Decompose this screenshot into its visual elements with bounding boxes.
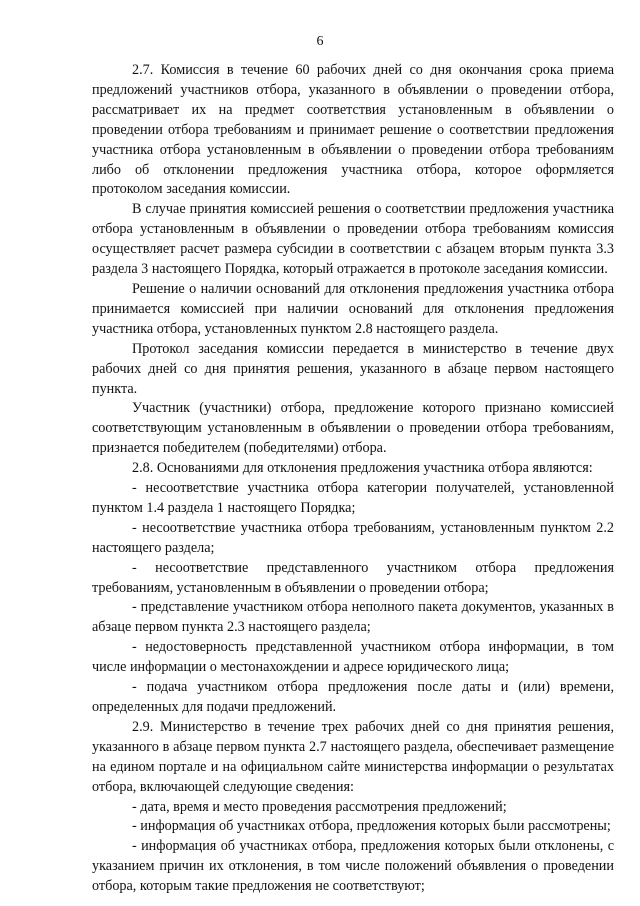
paragraph-2-8: 2.8. Основаниями для отклонения предложения участника отбора являются: <box>132 460 593 477</box>
list-item-proposal-mismatch: - несоответствие представленного участником отбора предложения требованиям, установленным в объявлении о проведении отбора; <box>92 559 614 596</box>
list-item-requirements: - несоответствие участника отбора требованиям, установленным пунктом 2.2 настоящего раздела; <box>92 519 614 556</box>
list-item-rejected-participants: - информация об участниках отбора, предложения которых были отклонены, с указанием причин их отклонения, в том числе положений объявления о проведении отбора, которым такие предложения не соответствуют; <box>92 838 614 895</box>
document-body <box>92 61 614 897</box>
paragraph-2-7: 2.7. Комиссия в течение 60 рабочих дней со дня окончания срока приема предложений участников отбора, указанного в объявлении о проведении отбора, рассматривает их на предмет соответствия установленным в объявлении о проведении отбора требованиям и принимает решение о соответствии предложения участника отбора установленным в объявлении о проведении отбора требованиям либо об отклонении предложения участника отбора, которое оформляется протоколом заседания комиссии. <box>92 62 614 198</box>
paragraph-2-9: 2.9. Министерство в течение трех рабочих дней со дня принятия решения, указанного в абзаце первом пункта 2.7 настоящего раздела, обеспечивает размещение на едином портале и на официальном сайте министерства информации о результатах отбора, включающей следующие сведения: <box>92 718 614 795</box>
paragraph-protocol-transfer: Протокол заседания комиссии передается в министерство в течение двух рабочих дней со дня принятия решения, указанного в абзаце первом настоящего пункта. <box>92 340 614 397</box>
paragraph-rejection-decision: Решение о наличии оснований для отклонения предложения участника отбора принимается комиссией при наличии оснований для отклонения предложения участника отбора, установленных пунктом 2.8 настоящего раздела. <box>92 280 614 337</box>
list-item-category: - несоответствие участника отбора категории получателей, установленной пунктом 1.4 раздела 1 настоящего Порядка; <box>92 480 614 516</box>
list-item-incomplete-docs: - представление участником отбора неполного пакета документов, указанных в абзаце первом пункта 2.3 настоящего раздела; <box>92 599 614 636</box>
paragraph-calculation: В случае принятия комиссией решения о соответствии предложения участника отбора установленным в объявлении о проведении отбора требованиям комиссия осуществляет расчет размера субсидии в соответствии с абзацем вторым пункта 3.3 раздела 3 настоящего Порядка, который отражается в протоколе заседания комиссии. <box>92 201 614 278</box>
list-item-date-time-place: - дата, время и место проведения рассмотрения предложений; <box>132 798 507 815</box>
list-item-late-submission: - подача участником отбора предложения после даты и (или) времени, определенных для подачи предложений. <box>92 679 614 715</box>
list-item-false-info: - недостоверность представленной участником отбора информации, в том числе информации о местонахождении и адресе юридического лица; <box>92 639 614 676</box>
list-item-considered-participants: - информация об участниках отбора, предложения которых были рассмотрены; <box>132 818 611 835</box>
paragraph-winner: Участник (участники) отбора, предложение которого признано комиссией соответствующим установленным в объявлении о проведении отбора требованиям, признается победителем (победителями) отбора. <box>92 400 614 457</box>
page-number: 6 <box>316 34 324 49</box>
